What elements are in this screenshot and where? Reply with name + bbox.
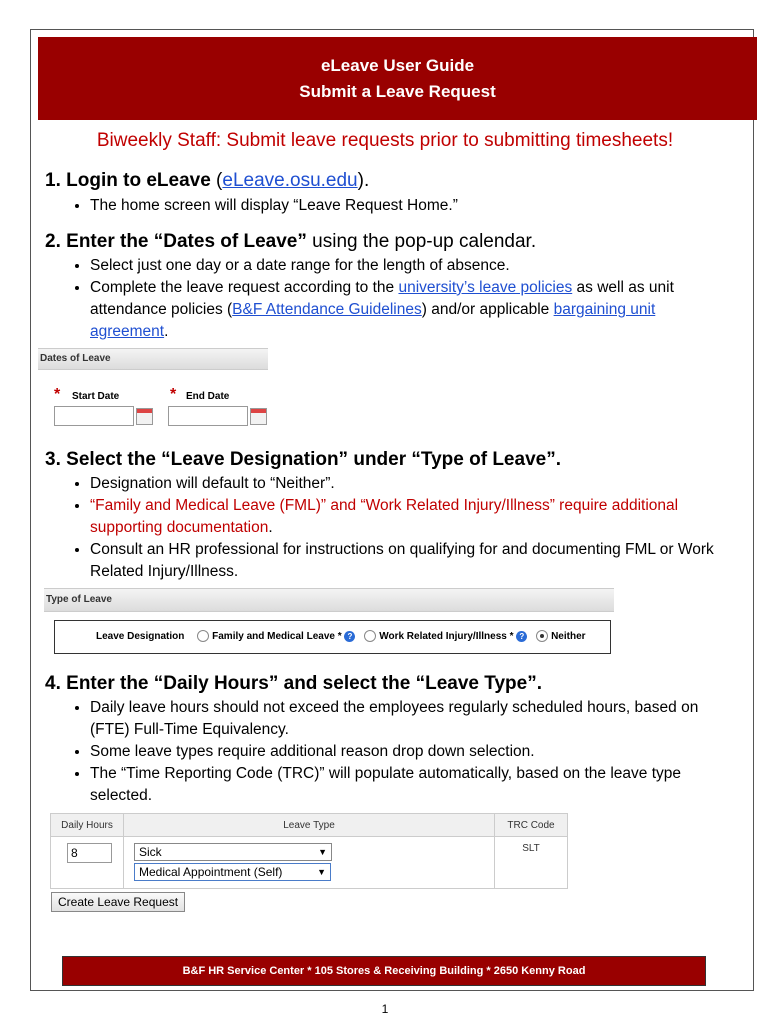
required-icon: * <box>170 386 177 403</box>
radio-work-injury[interactable] <box>364 630 376 642</box>
reason-select[interactable]: Medical Appointment (Self) ▼ <box>134 863 331 881</box>
type-panel-header: Type of Leave <box>44 588 614 612</box>
start-date-label: Start Date <box>72 391 120 402</box>
warning-text: Biweekly Staff: Submit leave requests prior to submitting timesheets! <box>96 130 674 151</box>
step4-bullets <box>68 697 730 807</box>
bargaining-agreement-link[interactable]: bargaining unit agreement <box>90 301 656 340</box>
designation-box: Leave Designation Family and Medical Leave * ? Work Related Injury/Illness * ? Neither <box>54 620 611 654</box>
list-item: • “Family and Medical Leave (FML)” and “Work Related Injury/Illness” require additional supporting documentation. <box>90 495 740 539</box>
step3-title: Select the “Leave Designation” under “Type of Leave”. <box>66 449 561 470</box>
eleave-link[interactable]: eLeave.osu.edu <box>222 170 358 191</box>
calendar-icon[interactable] <box>250 408 267 425</box>
designation-label: Leave Designation <box>96 631 185 642</box>
page-number: 1 <box>381 1002 389 1016</box>
type-panel <box>44 588 614 658</box>
header-leave-type: Leave Type <box>124 814 495 837</box>
step2-title: Enter the “Dates of Leave” <box>66 231 307 252</box>
step1-heading: 1. Login to eLeave (eLeave.osu.edu). <box>45 170 370 191</box>
guide-subtitle: Submit a Leave Request <box>299 82 496 101</box>
list-item: • Select just one day or a date range for the length of absence. <box>90 255 730 277</box>
list-item: • Some leave types require additional reason drop down selection. <box>90 741 730 763</box>
radio-fml[interactable] <box>197 630 209 642</box>
daily-hours-input[interactable]: 8 <box>67 843 112 863</box>
guide-title: eLeave User Guide <box>320 56 475 75</box>
list-item: • Designation will default to “Neither”. <box>90 473 740 495</box>
footer-banner: B&F HR Service Center * 105 Stores & Receiving Building * 2650 Kenny Road <box>62 956 706 986</box>
create-leave-request-button[interactable]: Create Leave Request <box>51 892 185 912</box>
list-item: • Consult an HR professional for instructions on qualifying for and documenting FML or Work Related Injury/Illness. <box>90 539 740 583</box>
trc-code-value: SLT <box>495 837 568 889</box>
header-trc-code: TRC Code <box>495 814 568 837</box>
dates-panel <box>38 348 268 434</box>
leave-policies-link[interactable]: university’s leave policies <box>398 279 573 296</box>
step2-bullets <box>68 255 730 343</box>
step3-bullets <box>68 473 740 583</box>
step1-number: 1. <box>45 170 61 191</box>
help-icon[interactable]: ? <box>344 631 355 642</box>
end-date-input[interactable] <box>168 406 248 426</box>
leave-type-select[interactable]: Sick ▼ <box>134 843 332 861</box>
required-icon: * <box>54 386 61 403</box>
step1-title: Login to eLeave <box>66 170 211 191</box>
header-daily-hours: Daily Hours <box>51 814 124 837</box>
chevron-down-icon: ▼ <box>318 847 327 857</box>
step4-title: Enter the “Daily Hours” and select the “Leave Type”. <box>66 673 542 694</box>
chevron-down-icon: ▼ <box>317 867 326 877</box>
help-icon[interactable]: ? <box>516 631 527 642</box>
list-item: • The home screen will display “Leave Request Home.” <box>90 195 458 217</box>
step2-heading: 2. Enter the “Dates of Leave” using the pop-up calendar. <box>45 231 537 252</box>
list-item: • Complete the leave request according to the university’s leave policies as well as unit attendance policies (B&F Attendance Guidelines) and/or applicable bargaining unit agreement. <box>90 277 730 343</box>
end-date-label: End Date <box>186 391 230 402</box>
step3-heading: 3. Select the “Leave Designation” under “Type of Leave”. <box>45 449 561 470</box>
list-item: • Daily leave hours should not exceed the employees regularly scheduled hours, based on (FTE) Full-Time Equivalency. <box>90 697 730 741</box>
radio-neither[interactable] <box>536 630 548 642</box>
leave-table-panel <box>50 813 570 891</box>
calendar-icon[interactable] <box>136 408 153 425</box>
attendance-guidelines-link[interactable]: B&F Attendance Guidelines <box>232 301 422 318</box>
start-date-input[interactable] <box>54 406 134 426</box>
title-banner <box>38 37 757 120</box>
step4-heading: 4. Enter the “Daily Hours” and select the “Leave Type”. <box>45 673 542 694</box>
list-item: • The “Time Reporting Code (TRC)” will populate automatically, based on the leave type selected. <box>90 763 730 807</box>
step1-bullets <box>68 195 458 217</box>
dates-panel-header: Dates of Leave <box>38 348 268 370</box>
